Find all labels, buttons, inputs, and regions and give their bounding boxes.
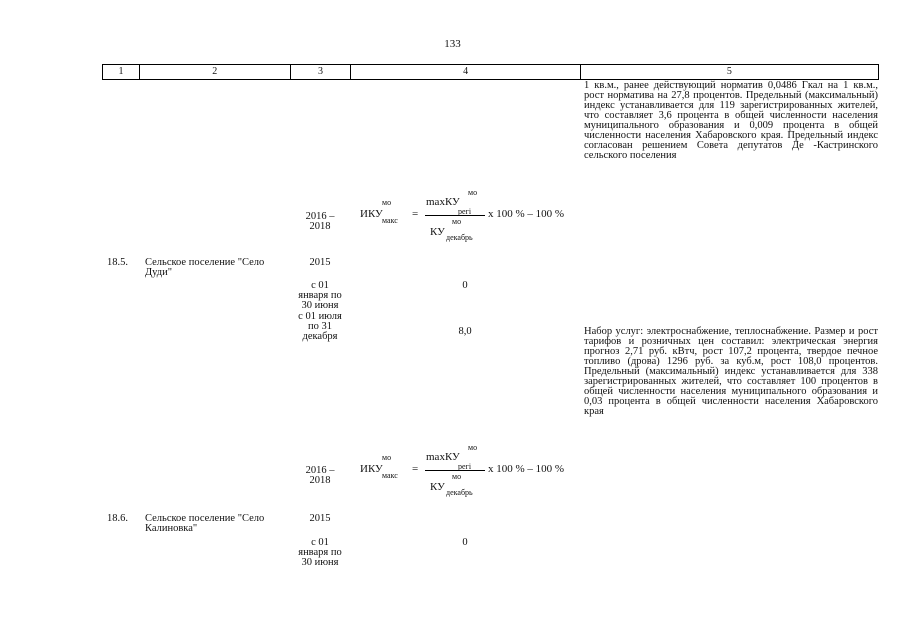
row-name: Сельское поселение "Село Калиновка" xyxy=(145,513,265,534)
continued-note: 1 кв.м., ранее действующий норматив 0,0486 Гкал на 1 кв.м., рост норматива на 27,8 процентов. Предельный (максимальный) индекс устанавливается для 119 зарегистрированных жителей, что составляет 3,6 процента в общей численности населения муниципального образования и 0,009 процента в общей численности населения Хабаровского края. Предельный индекс согласован решением Совета депутатов Де -Кастринского сельского поселения xyxy=(584,80,878,161)
table-header xyxy=(102,64,879,80)
row-year: 2015 xyxy=(309,513,331,524)
col-1-header: 1 xyxy=(103,65,140,79)
row-note: Набор услуг: электроснабжение, теплоснабжение. Размер и рост тарифов и розничных цен составил: электрическая энергия прогноз 2,71 руб. кВтч, рост 107,2 процента, твердое печное топливо (дрова) 1296 руб. за куб.м, рост 108,0 процентов. Предельный (максимальный) индекс устанавливается для 338 зарегистрированных жителей, что составляет 100 процентов в общей численности населения муниципального образования и 0,03 процента в общей численности населения Хабаровского края xyxy=(584,326,878,417)
row-year: 2015 xyxy=(309,257,331,268)
row-number: 18.6. xyxy=(107,513,128,524)
period-2016-2018: 2016 – 2018 xyxy=(305,465,335,486)
page-number: 133 xyxy=(444,38,461,50)
value-1: 0 xyxy=(462,537,468,548)
period-1: с 01 января по 30 июня xyxy=(298,537,342,568)
col-3-header: 3 xyxy=(291,65,352,79)
row-number: 18.5. xyxy=(107,257,128,268)
col-5-header: 5 xyxy=(726,66,732,77)
period-1: с 01 января по 30 июня xyxy=(298,280,342,311)
value-1: 0 xyxy=(462,280,468,291)
period-2: с 01 июля по 31 декабря xyxy=(298,311,342,342)
value-2: 8,0 xyxy=(458,326,472,337)
row-name: Сельское поселение "Село Дуди" xyxy=(145,257,265,278)
period-2016-2018: 2016 – 2018 xyxy=(305,211,335,232)
col-2-header: 2 xyxy=(140,65,291,79)
col-4-header: 4 xyxy=(351,65,580,79)
